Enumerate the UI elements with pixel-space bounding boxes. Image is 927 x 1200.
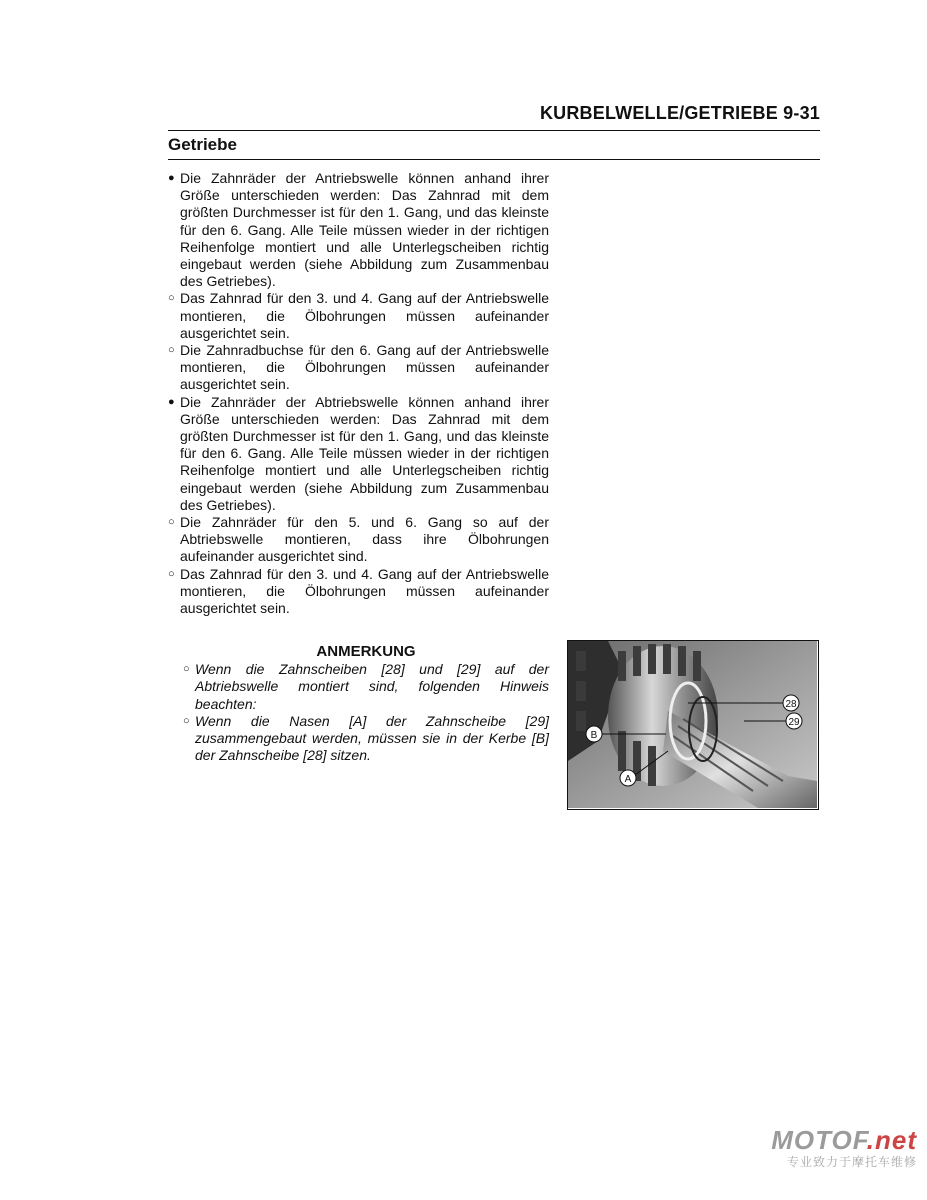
section-title: Getriebe bbox=[168, 135, 237, 154]
section-rule bbox=[168, 159, 820, 160]
watermark-logo-dot: .net bbox=[866, 1125, 917, 1155]
note-box bbox=[183, 643, 549, 764]
circle-marker: ○ bbox=[183, 714, 190, 727]
circle-marker: ○ bbox=[183, 663, 190, 676]
watermark bbox=[771, 1125, 917, 1170]
callout-a bbox=[620, 770, 636, 786]
callout-29-label: 29 bbox=[788, 717, 800, 728]
watermark-logo-main: MOTOF bbox=[771, 1125, 867, 1155]
header-rule bbox=[168, 130, 820, 131]
bullet-marker: ● bbox=[168, 172, 175, 184]
note-item bbox=[183, 713, 549, 765]
list-item-text: Die Zahnradbuchse für den 6. Gang auf der Antriebswelle montieren, die Ölbohrungen müssen aufeinander ausgerichtet sein. bbox=[180, 342, 549, 393]
list-item bbox=[168, 514, 549, 566]
circle-marker: ○ bbox=[168, 567, 175, 580]
bullet-marker: ● bbox=[168, 395, 175, 408]
list-item-text: Die Zahnräder für den 5. und 6. Gang so auf der Abtriebswelle montieren, dass ihre Ölbohrungen aufeinander ausgerichtet sind. bbox=[180, 514, 549, 565]
list-item bbox=[168, 290, 549, 342]
callout-a-label: A bbox=[624, 774, 632, 785]
note-item-text: Wenn die Nasen [A] der Zahnscheibe [29] zusammengebaut werden, müssen sie in der Kerbe [B] der Zahnscheibe [28] sitzen. bbox=[195, 712, 549, 764]
note-title: ANMERKUNG bbox=[316, 643, 416, 660]
list-item-text: Das Zahnrad für den 3. und 4. Gang auf der Antriebswelle montieren, die Ölbohrungen müssen aufeinander ausgerichtet sein. bbox=[180, 290, 549, 341]
gear-shaft-photo bbox=[567, 640, 819, 810]
note-item-text: Wenn die Zahnscheiben [28] und [29] auf der Abtriebswelle montiert sind, folgenden Hinweis beachten: bbox=[195, 661, 549, 712]
callout-b-label: B bbox=[590, 730, 598, 741]
list-item-text: Das Zahnrad für den 3. und 4. Gang auf der Antriebswelle montieren, die Ölbohrungen müssen aufeinander ausgerichtet sein. bbox=[180, 565, 549, 617]
page-header-title: KURBELWELLE/GETRIEBE 9-31 bbox=[539, 103, 820, 123]
list-item-text: Die Zahnräder der Abtriebswelle können anhand ihrer Größe unterschieden werden: Das Zahnrad mit dem größten Durchmesser ist für den 1. Gang, und das kleinste für den 6. Gang. Alle Teile müssen wieder in der richtigen Reihenfolge montiert und alle Unterlegscheiben richtig eingebaut werden (siehe Abbildung zum Zusammenbau des Getriebes). bbox=[180, 393, 549, 513]
gear-shaft-illustration bbox=[568, 641, 817, 808]
instruction-list bbox=[168, 170, 549, 617]
watermark-tagline: 专业致力于摩托车维修 bbox=[786, 1155, 917, 1169]
callout-b bbox=[586, 726, 602, 742]
circle-marker: ○ bbox=[168, 344, 175, 357]
circle-marker: ○ bbox=[168, 516, 175, 529]
list-item bbox=[168, 342, 549, 394]
list-item bbox=[168, 566, 549, 618]
list-item bbox=[168, 170, 549, 290]
callout-29 bbox=[786, 713, 802, 729]
circle-marker: ○ bbox=[168, 292, 175, 305]
watermark-logo bbox=[771, 1125, 917, 1156]
list-item bbox=[168, 394, 549, 514]
callout-28 bbox=[783, 695, 799, 711]
note-item bbox=[183, 661, 549, 713]
callout-28-label: 28 bbox=[785, 699, 797, 710]
list-item-text: Die Zahnräder der Antriebswelle können anhand ihrer Größe unterschieden werden: Das Zahnrad mit dem größten Durchmesser ist für den 1. Gang, und das kleinste für den 6. Gang. Alle Teile müssen wieder in der richtigen Reihenfolge montiert und alle Unterlegscheiben richtig eingebaut werden (siehe Abbildung zum Zusammenbau des Getriebes). bbox=[180, 170, 549, 290]
